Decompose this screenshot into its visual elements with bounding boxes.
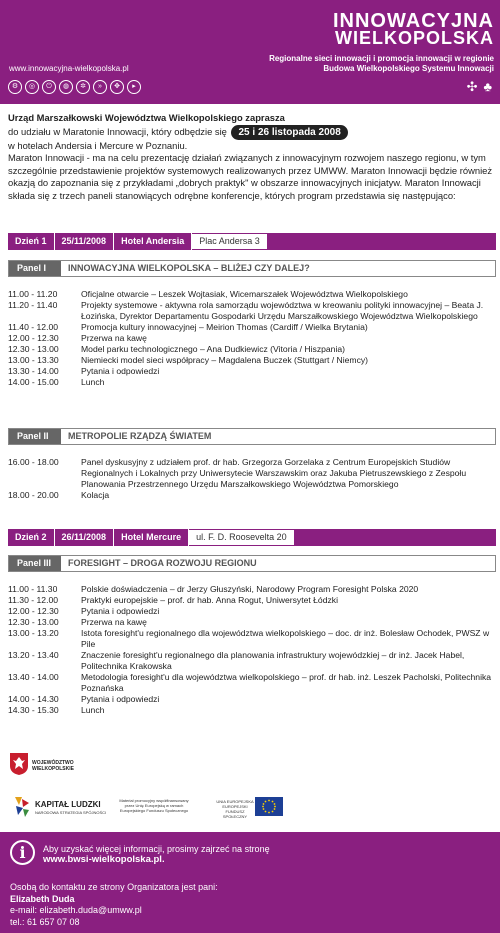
schedule-description: Pytania i odpowiedzi [81,694,160,704]
schedule-row [8,650,496,672]
schedule-description: Oficjalne otwarcie – Leszek Wojtasiak, Wicemarszałek Województwa Wielkopolskiego [81,289,408,299]
schedule-description: Pytania i odpowiedzi [81,366,160,376]
schedule-description: Przerwa na kawę [81,333,147,343]
schedule-time: 12.00 - 12.30 [8,333,59,343]
wielkopolska-label: WOJEWÓDZTWO WIELKOPOLSKIE [32,760,74,772]
schedule-row [8,300,496,322]
panel2-header [8,428,496,445]
panel2-schedule [8,457,496,501]
schedule-time: 13.00 - 13.20 [8,628,59,638]
schedule-description: Projekty systemowe - aktywna rola samorządu województwa w kreowaniu polityki innowacyjnej – Beata J. Łozińska, Dyrektor Departamentu Gospodarki Urzędu Marszałkowskiego Województwa Wielkopolskiego [81,300,484,321]
schedule-description: Znaczenie foresight'u regionalnego dla planowania infrastruktury wojewódzkiej – dr inż. Jacek Habel, Politechnika Krakowska [81,650,465,671]
intro-section [8,112,496,202]
schedule-description: Pytania i odpowiedzi [81,606,160,616]
kapital-ludzki-title: KAPITAŁ LUDZKI [35,800,101,809]
header-icons-right [467,80,492,94]
schedule-description: Model parku technologicznego – Ana Dudkiewicz (Vitoria / Hiszpania) [81,344,346,354]
logo-line2: WIELKOPOLSKA [335,28,494,48]
kapital-ludzki-subtitle: NARODOWA STRATEGIA SPÓJNOŚCI [35,810,107,815]
intro-line2-text: do udziału w Maratonie Innowacji, który odbędzie się [8,125,227,137]
schedule-row [8,584,496,595]
schedule-description: Panel dyskusyjny z udziałem prof. dr hab. Grzegorza Gorzelaka z Centrum Europejskich Studiów Regionalnych i Lokalnych przy Uniwersytecie Warszawskim oraz Jakuba Pietruszewskiego z Zespołu Planowania Przestrzennego Urzędu Marszałkowskiego Województwa Pomorskiego [81,457,467,489]
panel3-title: FORESIGHT – DROGA ROZWOJU REGIONU [68,558,257,568]
schedule-description: Lunch [81,705,105,715]
schedule-row [8,344,496,355]
eu-label: UNIA EUROPEJSKA EUROPEJSKI FUNDUSZ SPOŁECZNY [216,799,254,819]
schedule-description: Niemiecki model sieci współpracy – Magdalena Buczek (Stuttgart / Niemcy) [81,355,369,365]
schedule-time: 13.30 - 14.00 [8,366,59,376]
globe-icon: ◍ [59,80,73,94]
day2-label: Dzień 2 [8,529,55,546]
wielkopolska-eagle-logo [9,752,29,776]
schedule-time: 13.40 - 14.00 [8,672,59,682]
panel3-label: Panel III [9,556,61,571]
kapital-ludzki-logo [12,793,32,819]
schedule-row [8,289,496,300]
info-text: Aby uzyskać więcej informacji, prosimy zajrzeć na stronę [43,844,270,854]
forward-icon: » [93,80,107,94]
schedule-time: 12.00 - 12.30 [8,606,59,616]
header-banner [0,0,500,104]
schedule-time: 11.00 - 11.30 [8,584,58,594]
share-icon: ✥ [110,80,124,94]
schedule-row [8,366,496,377]
schedule-time: 11.30 - 12.00 [8,595,59,605]
panel1-schedule [8,289,496,388]
day2-date: 26/11/2008 [55,529,115,546]
day2-hotel: Hotel Mercure [114,529,189,546]
schedule-row [8,377,496,388]
schedule-time: 18.00 - 20.00 [8,490,59,500]
day1-address: Plac Andersa 3 [192,234,267,249]
intro-paragraph: Maraton Innowacji - ma na celu prezentację działań związanych z innowacyjnym rozwojem naszego regionu, w tym szczególnie przedstawienie projektów systemowych realizowanych przez UMWW. Maraton Innowacji będzie również okazją do zapoznania się z przykładami „dobrych praktyk" w obszarze innowacyjnych inicjatyw. Maraton Innowacji składa się z trzech paneli stanowiących odrębne konferencje, których program przedstawia się następująco: [8,152,493,201]
tagline-line2: Budowa Wielkopolskiego Systemu Innowacji [323,64,494,73]
schedule-row [8,355,496,366]
info-icon: i [10,840,35,865]
event-date-badge: 25 i 26 listopada 2008 [231,125,347,140]
schedule-time: 13.00 - 13.30 [8,355,59,365]
tagline [269,54,494,74]
day1-date: 25/11/2008 [55,233,115,250]
day1-bar [8,233,496,250]
panel3-header [8,555,496,572]
schedule-time: 13.20 - 13.40 [8,650,59,660]
panel1-label: Panel I [9,261,61,276]
schedule-time: 11.00 - 11.20 [8,289,58,299]
panel1-title: INNOWACYJNA WIELKOPOLSKA – BLIŻEJ CZY DALEJ? [68,263,310,273]
power-icon: ⏻ [42,80,56,94]
tagline-line1: Regionalne sieci innowacji i promocja innowacji w regionie [269,54,494,63]
schedule-description: Przerwa na kawę [81,617,147,627]
info-link[interactable]: www.bwsi-wielkopolska.pl. [43,854,165,865]
intro-line2 [8,125,496,140]
schedule-row [8,595,496,606]
schedule-time: 11.40 - 12.00 [8,322,59,332]
schedule-description: Metodologia foresight'u dla województwa wielkopolskiego – prof. dr hab. inż. Leszek Pacholski, Politechnika Poznańska [81,672,492,693]
schedule-description: Kolacja [81,490,110,500]
contact-intro: Osobą do kontaktu ze strony Organizatora jest pani: [10,882,218,892]
schedule-description: Praktyki europejskie – prof. dr hab. Anna Rogut, Uniwersytet Łódzki [81,595,338,605]
schedule-row [8,694,496,705]
play-icon: ▸ [127,80,141,94]
schedule-time: 14.30 - 15.30 [8,705,59,715]
schedule-row [8,333,496,344]
day1-label: Dzień 1 [8,233,55,250]
day1-hotel: Hotel Andersia [114,233,192,250]
brand-logo [333,12,494,46]
network-icon: ✣ [466,79,478,94]
schedule-row [8,672,496,694]
schedule-row [8,617,496,628]
schedule-description: Istota foresight'u regionalnego dla województwa wielkopolskiego – doc. dr inż. Bolesław Ochodek, PWSZ w Pile [81,628,490,649]
header-icon-row [8,80,141,94]
gear-icon: ✲ [76,80,90,94]
schedule-row [8,628,496,650]
intro-lead: Urząd Marszałkowski Województwa Wielkopolskiego zaprasza [8,112,285,123]
day2-address: ul. F. D. Roosevelta 20 [189,530,294,545]
day2-bar [8,529,496,546]
intro-line3: w hotelach Andersia i Mercure w Poznaniu. [8,139,188,151]
eu-flag-icon [255,797,283,816]
schedule-time: 14.00 - 14.30 [8,694,59,704]
panel3-schedule [8,584,496,716]
site-url-link[interactable]: www.innowacyjna-wielkopolska.pl [9,64,129,73]
contact-email[interactable]: e-mail: elizabeth.duda@umww.pl [10,905,142,915]
contact-name: Elizabeth Duda [10,893,75,904]
schedule-time: 14.00 - 15.00 [8,377,59,387]
logo-line1: INNOWACYJNA [332,10,494,32]
schedule-time: 12.30 - 13.00 [8,617,59,627]
panel2-label: Panel II [9,429,61,444]
clover-icon: ♣ [483,79,492,94]
schedule-description: Polskie doświadczenia – dr Jerzy Głuszyński, Narodowy Program Foresight Polska 2020 [81,584,419,594]
schedule-row [8,322,496,333]
schedule-time: 16.00 - 18.00 [8,457,59,467]
schedule-row [8,457,496,490]
schedule-description: Promocja kultury innowacyjnej – Meirion Thomas (Cardiff / Wielka Brytania) [81,322,368,332]
contact-block [10,882,218,928]
schedule-row [8,490,496,501]
panel2-title: METROPOLIE RZĄDZĄ ŚWIATEM [68,431,212,441]
gear-icon: ⚙ [8,80,22,94]
cofunding-note: Materiał promocyjny współfinansowany przez Unię Europejską w ramach Europejskiego Funduszu Społecznego [119,798,189,813]
target-icon: ◎ [25,80,39,94]
schedule-description: Lunch [81,377,105,387]
schedule-row [8,705,496,716]
schedule-time: 12.30 - 13.00 [8,344,59,354]
footer [0,832,500,933]
schedule-time: 11.20 - 11.40 [8,300,58,310]
panel1-header [8,260,496,277]
contact-phone: tel.: 61 657 07 08 [10,916,80,927]
schedule-row [8,606,496,617]
